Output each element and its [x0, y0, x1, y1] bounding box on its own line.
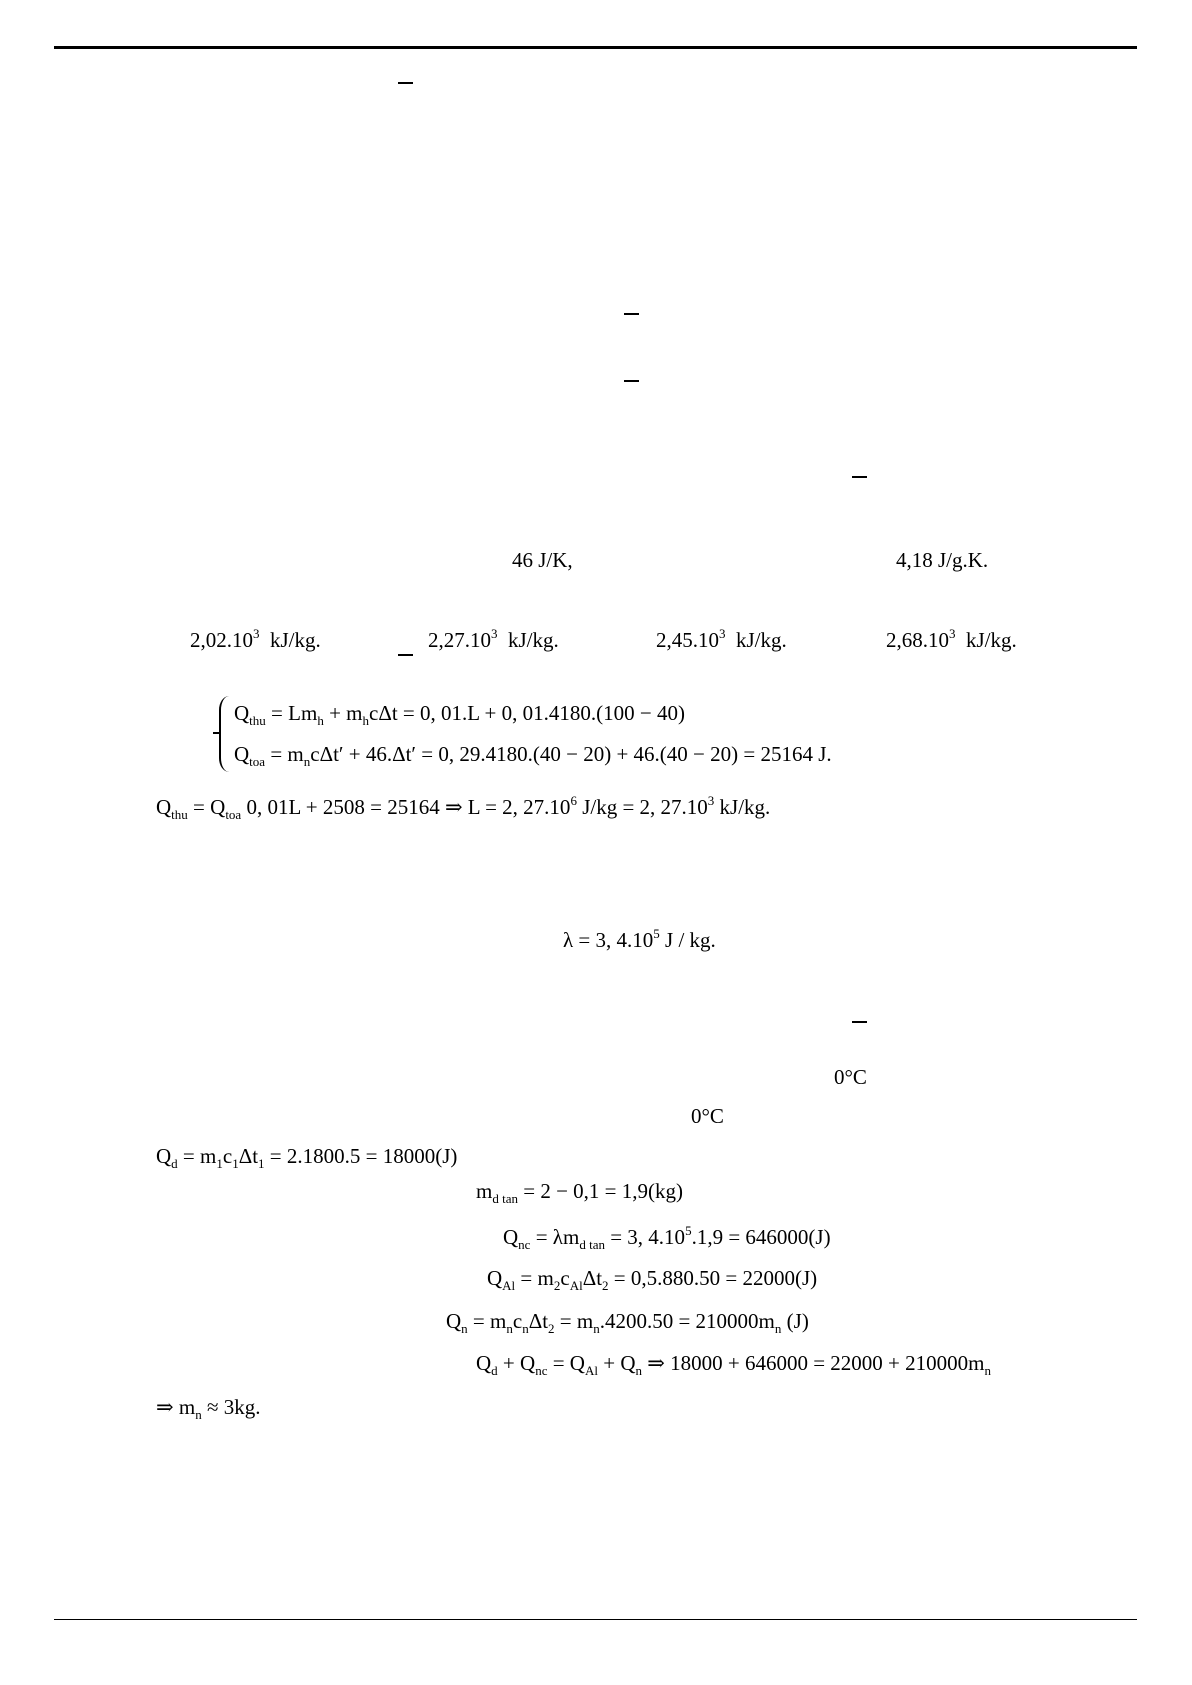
temperature-2: 0°C — [691, 1104, 724, 1128]
equation-balance: $Q_{thu} = Q_{toa}$ 0, 01L + 2508 = 25164 ⇒ L = 2, 27.10$^6$ J/kg = 2, 27.10$^3$ kJ/kg. — [156, 793, 771, 822]
answer-mark — [624, 380, 639, 382]
equation-q-thu: $Q_{thu} = Lm_h + m_hc\Delta t = 0$, 01.L + 0, 01.4180.(100 − 40) — [234, 701, 685, 728]
equation-q-toa: $Q_{toa} = m_nc\Delta t' + 46.\Delta t' = 0$, 29.4180.(40 − 20) + 46.(40 − 20) = 25164 J. — [234, 742, 832, 769]
system-brace-tip — [213, 732, 220, 734]
temperature-1: 0°C — [834, 1065, 867, 1089]
answer-mark — [624, 313, 639, 315]
option-d: 2,68.10$^3$ kJ/kg. — [886, 626, 1017, 652]
equation-q-nc: $Q_{nc} = \lambda m_{d tan} = 3$, $4.10^5.1,9 = 646000(J)$ — [503, 1223, 831, 1252]
answer-mark — [852, 476, 867, 478]
equation-q-al: $Q_{Al} = m_2c_{Al}\Delta t_2 = 0,5.880.50 = 22000(J)$ — [487, 1266, 818, 1293]
top-rule — [54, 46, 1137, 49]
equation-q-n: $Q_n = m_nc_n\Delta t_2 = m_n.4200.50 = 210000m_n$ (J) — [446, 1309, 809, 1336]
option-b: 2,27.10$^3$ kJ/kg. — [428, 626, 559, 652]
answer-mark — [852, 1021, 867, 1023]
answer-mark — [398, 654, 413, 656]
equation-m-dtan: $m_{d tan} = 2 - 0,1 = 1,9(kg)$ — [476, 1179, 684, 1206]
bottom-rule — [54, 1619, 1137, 1620]
option-c: 2,45.10$^3$ kJ/kg. — [656, 626, 787, 652]
answer-mark — [398, 82, 413, 84]
system-brace — [219, 696, 231, 772]
equation-energy-balance: $Q_d + Q_{nc} = Q_{Al} + Q_n$ ⇒ $18000 + 646000 = 22000 + 210000m_n$ — [476, 1351, 991, 1378]
latent-heat-given: λ = 3, 4.10$^5$ J / kg. — [563, 926, 716, 952]
option-a: 2,02.10$^3$ kJ/kg. — [190, 626, 321, 652]
given-specific-heat: 4,18 J/g.K. — [896, 548, 989, 572]
equation-result: ⇒ $m_n \approx 3kg$. — [156, 1395, 261, 1422]
equation-q-d: $Q_d = m_1c_1\Delta t_1 = 2.1800.5 = 18000(J)$ — [156, 1144, 458, 1171]
given-heat-capacity: 46 J/K, — [512, 548, 573, 572]
